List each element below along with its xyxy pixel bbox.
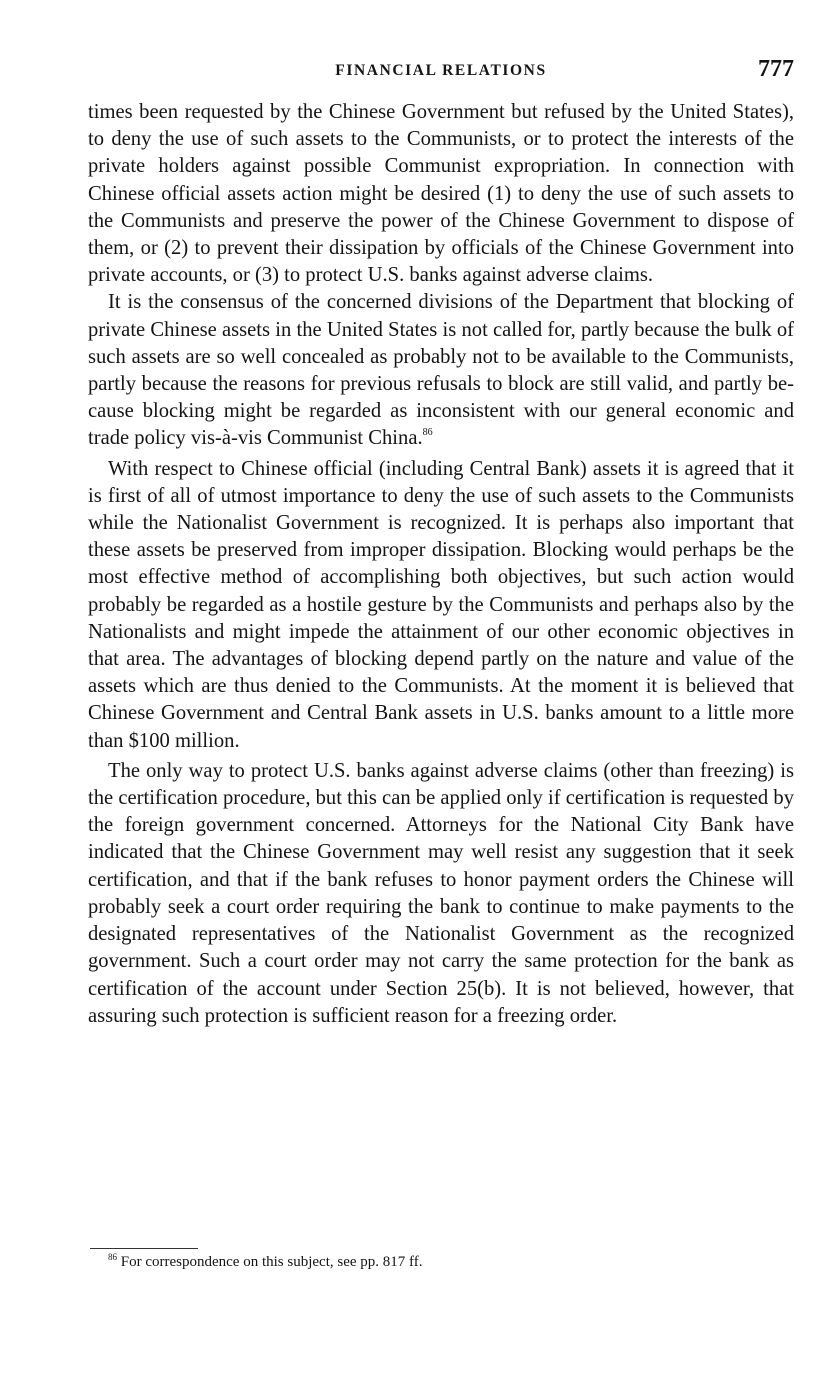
body-text (88, 99, 794, 1030)
paragraph-text: The only way to protect U.S. banks against adverse claims (other than freezing) is the certification procedure, but this can be applied only if certification is requested by the foreign government concerned. Attorneys for the National City Bank have indicated that the Chinese Government may well resist any suggestion that it seek certification, and that if the bank refuses to honor payment orders the Chinese will probably seek a court order requiring the bank to continue to make payments to the designated representatives of the Nationalist Government as the recognized government. Such a court order may not carry the same protection for the bank as certification of the account under Section 25(b). It is not believed, however, that assuring such protection is sufficient reason for a freezing order. (88, 759, 794, 1027)
running-header (88, 58, 794, 88)
running-title: FINANCIAL RELATIONS (335, 62, 547, 79)
paragraph-text: With respect to Chinese official (including Central Bank) assets it is agreed that it is first of all of utmost importance to deny the use of such assets to the Communists while the Nationalist Government is recognized. It is perhaps also important that these assets be preserved from improper dissipation. Blocking would perhaps be the most effective method of accomplishing both objectives, but such action would probably be regarded as a hostile gesture by the Communists and perhaps also by the Nationalists and might impede the attainment of our other economic objectives in that area. The advantages of blocking depend partly on the nature and value of the assets which are thus denied to the Communists. At the moment it is believed that Chinese Government and Central Bank assets in U.S. banks amount to a little more than $100 million. (88, 457, 794, 752)
paragraph-continued (88, 99, 794, 289)
footnote-divider (90, 1248, 198, 1249)
paragraph-private-assets (88, 289, 794, 452)
footnote-reference: 86 (422, 427, 433, 439)
footnote-number: 86 (108, 1252, 117, 1262)
paragraph-official-assets (88, 456, 794, 755)
footnote-text: For correspondence on this subject, see pp. 817 ff. (120, 1254, 423, 1270)
paragraph-text: times been requested by the Chinese Government but refused by the United States), to deny the use of such assets to the Communists, or to protect the interests of the private holders against possible Communist expropriation. In connection with Chinese official assets action might be desired (1) to deny the use of such assets to the Communists and preserve the power of the Chinese Government to dispose of them, or (2) to prevent their dissipation by officials of the Chinese Government into private accounts, or (3) to protect U.S. banks against adverse claims. (88, 101, 794, 287)
paragraph-certification (88, 758, 794, 1030)
footnote (108, 1253, 423, 1271)
paragraph-text: It is the consensus of the concerned divisions of the Department that blocking of private Chinese assets in the United States is not called for, partly because the bulk of such assets are so well concealed as probably not to be available to the Communists, partly because the reasons for previous refusals to block are still valid, and partly because blocking might be regarded as inconsistent with our general economic and trade policy vis-à-vis Communist China. (88, 291, 794, 450)
page-number: 777 (758, 56, 794, 82)
